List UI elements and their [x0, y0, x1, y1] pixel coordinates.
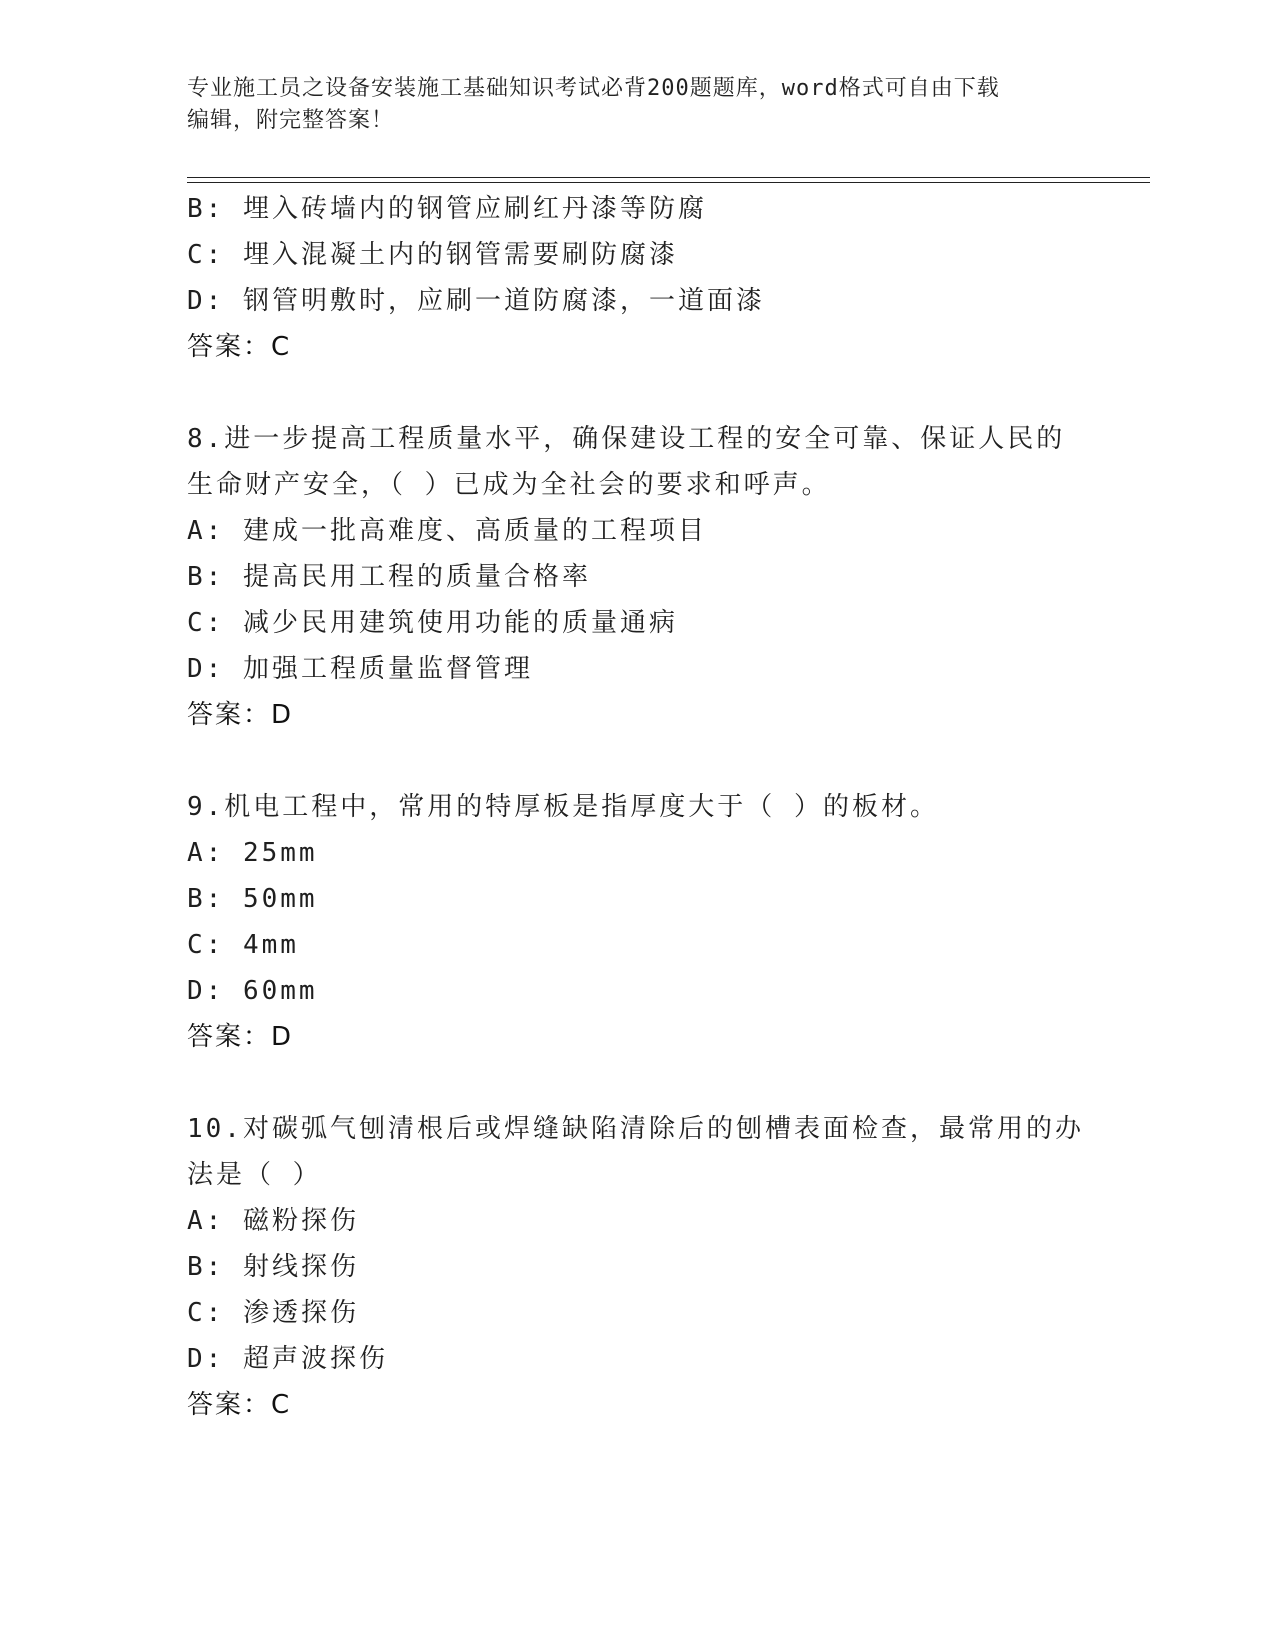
answer: 答案：D: [187, 700, 294, 730]
option-c: C: 渗透探伤: [187, 1298, 359, 1328]
option-b: B: 提高民用工程的质量合格率: [187, 562, 591, 592]
question-stem: 生命财产安全，（ ）已成为全社会的要求和呼声。: [187, 470, 831, 500]
answer: 答案：D: [187, 1022, 294, 1052]
answer: 答案：C: [187, 1390, 292, 1420]
question-content: [187, 186, 1087, 1428]
option-b: B: 50mm: [187, 884, 318, 914]
header-divider-top: [187, 177, 1150, 178]
option-b: B: 射线探伤: [187, 1252, 359, 1282]
option-c: C: 减少民用建筑使用功能的质量通病: [187, 608, 678, 638]
question-8: [187, 416, 1087, 738]
option-a: A: 建成一批高难度、高质量的工程项目: [187, 516, 707, 546]
option-d: D: 加强工程质量监督管理: [187, 654, 533, 684]
option-d: D: 钢管明敷时，应刷一道防腐漆，一道面漆: [187, 286, 765, 316]
question-stem: 法是（ ）: [187, 1160, 322, 1190]
option-a: A: 磁粉探伤: [187, 1206, 359, 1236]
option-d: D: 60mm: [187, 976, 318, 1006]
question-10: [187, 1106, 1087, 1428]
spacer: [187, 370, 1087, 416]
header-line-1: 专业施工员之设备安装施工基础知识考试必背200题题库，word格式可自由下载: [187, 76, 1000, 101]
header-line-2: 编辑，附完整答案！: [187, 108, 395, 133]
answer: 答案：C: [187, 332, 292, 362]
option-a: A: 25mm: [187, 838, 318, 868]
question-7-tail: [187, 186, 1087, 370]
question-stem: 8.进一步提高工程质量水平，确保建设工程的安全可靠、保证人民的: [187, 424, 1066, 454]
question-stem: 10.对碳弧气刨清根后或焊缝缺陷清除后的刨槽表面检查，最常用的办: [187, 1114, 1084, 1144]
option-c: C: 埋入混凝土内的钢管需要刷防腐漆: [187, 240, 678, 270]
header-divider-bottom: [187, 182, 1150, 183]
spacer: [187, 1060, 1087, 1106]
option-b: B: 埋入砖墙内的钢管应刷红丹漆等防腐: [187, 194, 707, 224]
option-c: C: 4mm: [187, 930, 299, 960]
question-stem: 9.机电工程中，常用的特厚板是指厚度大于（ ）的板材。: [187, 792, 939, 822]
document-header: [187, 73, 1067, 137]
option-d: D: 超声波探伤: [187, 1344, 388, 1374]
spacer: [187, 738, 1087, 784]
question-9: [187, 784, 1087, 1060]
